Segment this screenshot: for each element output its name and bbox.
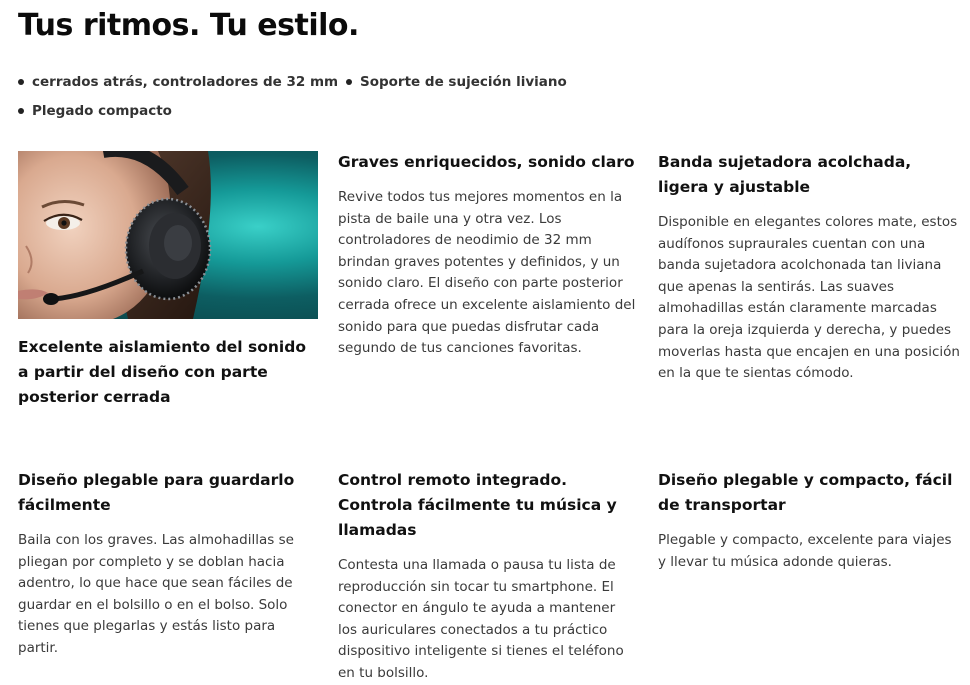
feature-heading: Banda sujetadora acolchada, ligera y ajustable: [658, 153, 912, 196]
feature-block: [338, 150, 636, 360]
feature-description: Baila con los graves. Las almohadillas se pliegan por completo y se doblan hacia adentro, lo que hace que sean fáciles de guardar en el bolsillo o en el bolso. Solo tienes que plegarlas y estás listo para partir.: [18, 532, 294, 656]
feature-bullet: [18, 74, 338, 90]
feature-description: Disponible en elegantes colores mate, estos audífonos supraurales cuentan con una banda sujetadora acolchonada tan liviana que apenas la sentirás. Las suaves almohadillas están claramente marcadas para la oreja izquierda y derecha, y puedes moverlas hasta que encajen en una posición en la que te sientas cómodo.: [658, 214, 960, 382]
feature-description: Plegable y compacto, excelente para viajes y llevar tu música adonde quieras.: [658, 532, 952, 570]
feature-heading: Diseño plegable para guardarlo fácilmente: [18, 471, 295, 514]
feature-description: Revive todos tus mejores momentos en la pista de baile una y otra vez. Los controladores de neodimio de 32 mm brindan graves potentes y definidos, y un sonido claro. El diseño con parte posterior cerrada ofrece un excelente aislamiento del sonido para que puedas disfrutar cada segundo de tus canciones favoritas.: [338, 189, 636, 357]
bullet-dot-icon: [346, 79, 352, 85]
product-hero-image: [18, 151, 318, 319]
feature-heading: Graves enriquecidos, sonido claro: [338, 153, 635, 171]
feature-block: [338, 468, 636, 685]
feature-description: Contesta una llamada o pausa tu lista de reproducción sin tocar tu smartphone. El conector en ángulo te ayuda a mantener los auriculares conectados a tu práctico dispositivo inteligente si tienes el teléfono en tu bolsillo.: [338, 557, 624, 681]
feature-block: [18, 335, 318, 410]
page-title: Tus ritmos. Tu estilo.: [18, 8, 359, 43]
feature-heading: Diseño plegable y compacto, fácil de transportar: [658, 471, 953, 514]
bullet-dot-icon: [18, 108, 24, 114]
feature-block: [658, 468, 960, 573]
feature-bullet: [346, 74, 567, 90]
feature-text: Soporte de sujeción liviano: [360, 74, 567, 90]
headphones-model-illustration: [18, 151, 318, 319]
bullet-dot-icon: [18, 79, 24, 85]
feature-heading: Control remoto integrado. Controla fácilmente tu música y llamadas: [338, 471, 617, 539]
feature-bullet: [18, 103, 172, 119]
feature-heading: Excelente aislamiento del sonido a partir del diseño con parte posterior cerrada: [18, 338, 306, 406]
feature-text: Plegado compacto: [32, 103, 172, 119]
feature-block: [18, 468, 318, 660]
feature-text: cerrados atrás, controladores de 32 mm: [32, 74, 339, 90]
feature-block: [658, 150, 960, 385]
